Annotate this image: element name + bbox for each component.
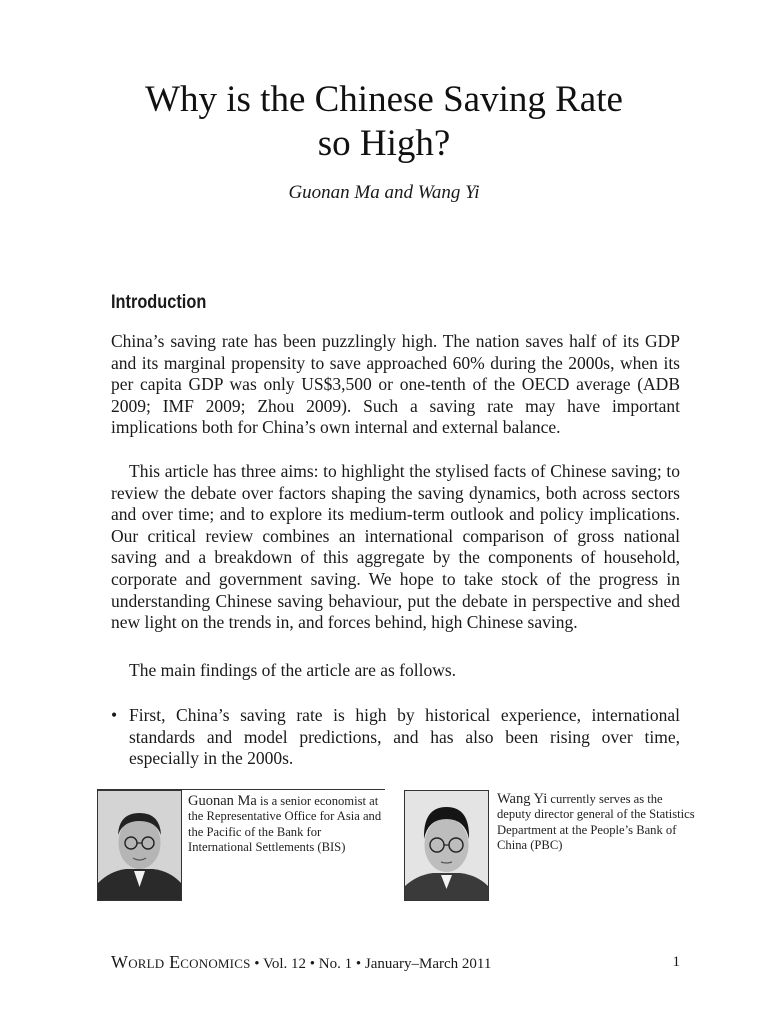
- article-title: [60, 78, 708, 166]
- portrait-image: [405, 791, 488, 900]
- bullet-list-item: [111, 705, 680, 770]
- paragraph-1: [111, 331, 680, 439]
- page-footer: [111, 952, 680, 974]
- author-names: Guonan Ma and Wang Yi: [288, 182, 480, 203]
- portrait-image: [98, 791, 181, 900]
- bullet-marker: •: [111, 705, 118, 725]
- paragraph-3-text: The main findings of the article are as follows.: [129, 660, 457, 680]
- bio-text: is a senior economist at the Representative Office for Asia and the Pacific of the Bank for International Settlements (BIS): [188, 794, 382, 855]
- author-bio-guonan-ma: [188, 794, 388, 856]
- author-photo-wang-yi: [404, 790, 489, 901]
- issue-info: • Vol. 12 • No. 1 • January–March 2011: [250, 956, 492, 972]
- paragraph-1-text: China’s saving rate has been puzzlingly high. The nation saves half of its GDP and its marginal propensity to save approached 60% during the 2000s, when its per capita GDP was only US$3,500 or one-tenth of the OECD average (ADB 2009; IMF 2009; Zhou 2009). Such a saving rate may have important implications both for China’s own internal and external balance.: [111, 331, 680, 438]
- paragraph-2: [111, 461, 680, 634]
- title-line-1: Why is the Chinese Saving Rate: [145, 79, 623, 120]
- title-line-2: so High?: [317, 123, 451, 164]
- section-heading-introduction: Introduction: [111, 292, 207, 313]
- paragraph-3: [111, 660, 680, 682]
- page-number: 1: [672, 954, 680, 970]
- journal-name: World Economics: [111, 952, 251, 972]
- paragraph-2-text: This article has three aims: to highlight the stylised facts of Chinese saving; to review the debate over factors shaping the saving dynamics, both across sectors and over time; and to explore its medium-term outlook and policy implications. Our critical review combines an international comparison of gross national saving and a breakdown of this aggregate by the components of household, corporate and government saving. We hope to take stock of the progress in understanding Chinese saving behaviour, put the debate in perspective and shed new light on the trends in, and forces behind, high Chinese saving.: [111, 461, 680, 633]
- author-bio-wang-yi: [497, 792, 697, 854]
- bullet-item-text: First, China’s saving rate is high by historical experience, international standards and model predictions, and has also been rising over time, especially in the 2000s.: [129, 705, 680, 769]
- author-photo-guonan-ma: [97, 790, 182, 901]
- bio-name: Guonan Ma: [188, 793, 257, 809]
- bio-text: currently serves as the deputy director general of the Statistics Department at the People’s Bank of China (PBC): [497, 792, 695, 853]
- bio-name: Wang Yi: [497, 791, 548, 807]
